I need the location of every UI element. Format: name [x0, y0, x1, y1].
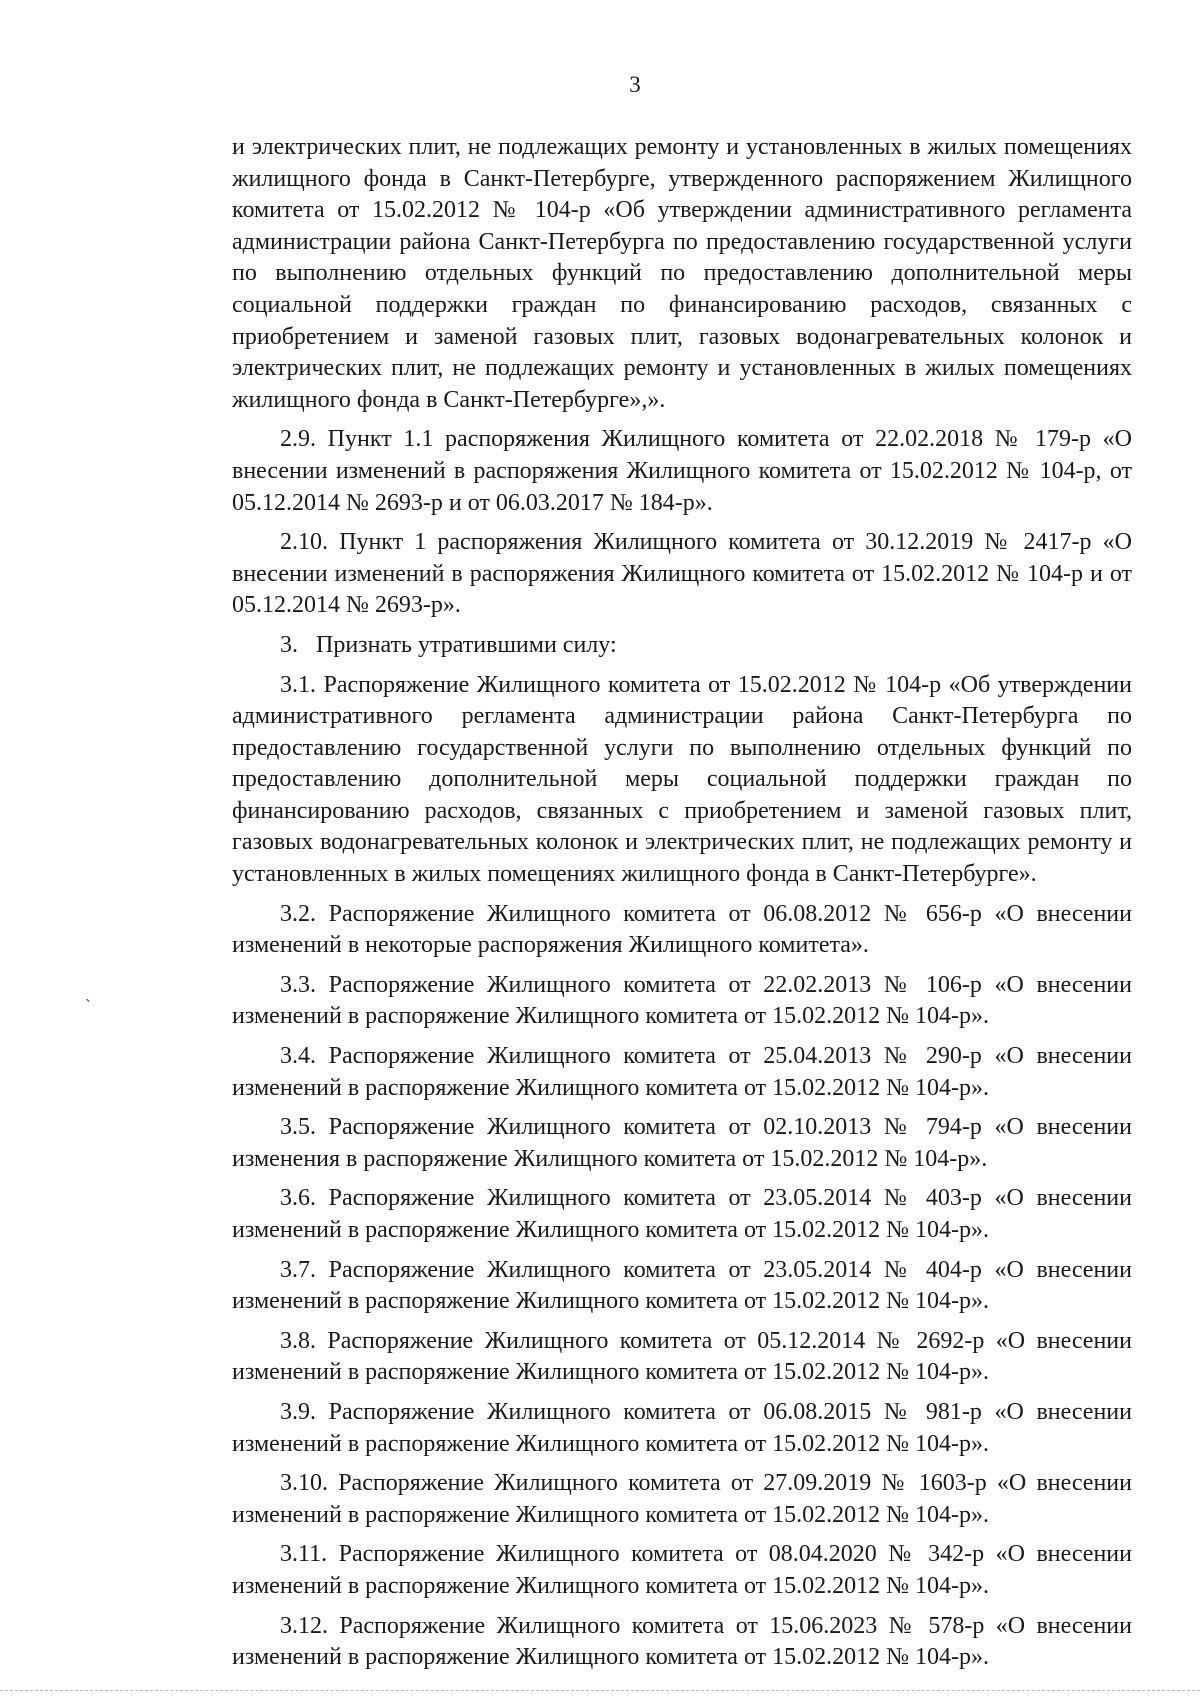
- item-3-10: 3.10. Распоряжение Жилищного комитета от 27.09.2019 № 1603-р «О внесении изменений в распоряжение Жилищного комитета от 15.02.2012 № 104-р».: [232, 1470, 1132, 1528]
- scan-edge-line: [0, 1690, 1200, 1692]
- item-3-11: 3.11. Распоряжение Жилищного комитета от 08.04.2020 № 342-р «О внесении изменений в распоряжение Жилищного комитета от 15.02.2012 № 104-р».: [232, 1541, 1132, 1599]
- document-body: [232, 132, 1132, 1682]
- section-3-heading: 3. Признать утратившими силу:: [280, 631, 617, 658]
- item-3-2: 3.2. Распоряжение Жилищного комитета от 06.08.2012 № 656-р «О внесении изменений в некоторые распоряжения Жилищного комитета».: [232, 900, 1132, 959]
- item-3-4: 3.4. Распоряжение Жилищного комитета от 25.04.2013 № 290-р «О внесении изменений в распоряжение Жилищного комитета от 15.02.2012 № 104-р».: [232, 1043, 1132, 1101]
- item-3-12: 3.12. Распоряжение Жилищного комитета от 15.06.2023 № 578-р «О внесении изменений в распоряжение Жилищного комитета от 15.02.2012 № 104-р».: [232, 1612, 1132, 1671]
- item-3-1: 3.1. Распоряжение Жилищного комитета от 15.02.2012 № 104-р «Об утверждении административного регламента администрации района Санкт-Петербурга по предоставлению государственной услуги по выполнению отдельных функций по предоставлению дополнительной меры социальной поддержки граждан по финансированию расходов, связанных с приобретением и заменой газовых плит, газовых водонагревательных колонок и электрических плит, не подлежащих ремонту и установленных в жилых помещениях жилищного фонда в Санкт-Петербурге».: [232, 671, 1132, 888]
- scan-speck: ˋ: [85, 996, 91, 1016]
- item-3-6: 3.6. Распоряжение Жилищного комитета от 23.05.2014 № 403-р «О внесении изменений в распоряжение Жилищного комитета от 15.02.2012 № 104-р».: [232, 1185, 1132, 1243]
- item-3-8: 3.8. Распоряжение Жилищного комитета от 05.12.2014 № 2692-р «О внесении изменений в распоряжение Жилищного комитета от 15.02.2012 № 104-р».: [232, 1327, 1132, 1386]
- page-number: 3: [629, 72, 641, 97]
- item-3-5: 3.5. Распоряжение Жилищного комитета от 02.10.2013 № 794-р «О внесении изменения в распоряжение Жилищного комитета от 15.02.2012 № 104-р».: [232, 1114, 1132, 1172]
- item-2-9: 2.9. Пункт 1.1 распоряжения Жилищного комитета от 22.02.2018 № 179-р «О внесении изменений в распоряжения Жилищного комитета от 15.02.2012 № 104-р, от 05.12.2014 № 2693-р и от 06.03.2017 № 184-р».: [232, 426, 1132, 516]
- item-3-9: 3.9. Распоряжение Жилищного комитета от 06.08.2015 № 981-р «О внесении изменений в распоряжение Жилищного комитета от 15.02.2012 № 104-р».: [232, 1398, 1132, 1457]
- section-3-list: [232, 670, 1132, 1674]
- item-3-3: 3.3. Распоряжение Жилищного комитета от 22.02.2013 № 106-р «О внесении изменений в распоряжение Жилищного комитета от 15.02.2012 № 104-р».: [232, 971, 1132, 1030]
- item-2-10: 2.10. Пункт 1 распоряжения Жилищного комитета от 30.12.2019 № 2417-р «О внесении изменений в распоряжения Жилищного комитета от 15.02.2012 № 104-р и от 05.12.2014 № 2693-р».: [232, 529, 1132, 619]
- continuation-paragraph: и электрических плит, не подлежащих ремонту и установленных в жилых помещениях жилищного фонда в Санкт-Петербурге, утвержденного распоряжением Жилищного комитета от 15.02.2012 № 104-р «Об утверждении административного регламента администрации района Санкт-Петербурга по предоставлению государственной услуги по выполнению отдельных функций по предоставлению дополнительной меры социальной поддержки граждан по финансированию расходов, связанных с приобретением и заменой газовых плит, газовых водонагревательных колонок и электрических плит, не подлежащих ремонту и установленных в жилых помещениях жилищного фонда в Санкт-Петербурге»,».: [232, 134, 1132, 413]
- item-3-7: 3.7. Распоряжение Жилищного комитета от 23.05.2014 № 404-р «О внесении изменений в распоряжение Жилищного комитета от 15.02.2012 № 104-р».: [232, 1256, 1132, 1315]
